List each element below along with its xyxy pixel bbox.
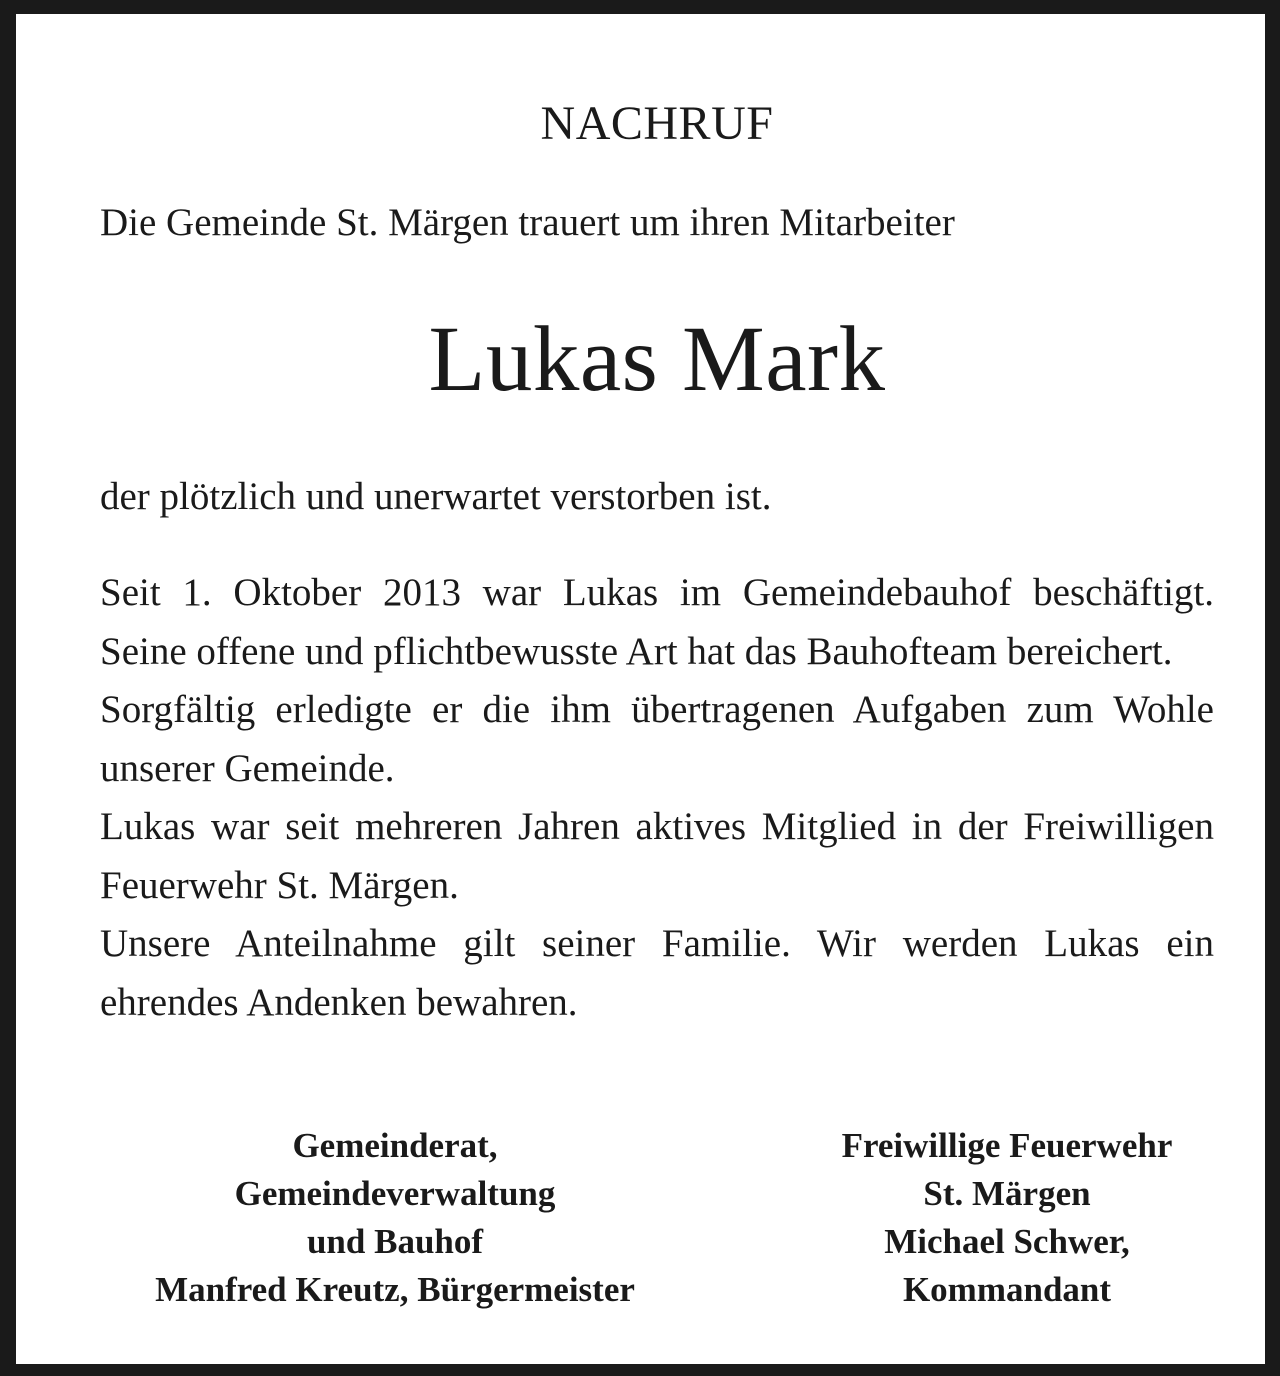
deceased-line: der plötzlich und unerwartet verstorben ist. bbox=[100, 475, 772, 518]
signature-municipality bbox=[100, 1122, 690, 1314]
signature-line: Michael Schwer, bbox=[884, 1222, 1130, 1261]
deceased-name: Lukas Mark bbox=[428, 308, 886, 411]
signature-fire-brigade bbox=[800, 1122, 1214, 1314]
signature-line: Freiwillige Feuerwehr bbox=[841, 1126, 1173, 1165]
signature-line: Gemeinderat, bbox=[292, 1126, 498, 1165]
signatures bbox=[100, 1122, 1214, 1322]
paragraph-fire-brigade: Lukas war seit mehreren Jahren aktives Mitglied in der Freiwilligen Feuerwehr St. Märgen. bbox=[100, 805, 1214, 907]
signature-line: und Bauhof bbox=[306, 1222, 484, 1261]
signature-line: Kommandant bbox=[902, 1270, 1112, 1309]
signature-line: St. Märgen bbox=[923, 1174, 1091, 1213]
paragraph-employment: Seit 1. Oktober 2013 war Lukas im Gemeindebauhof beschäftigt. Seine offene und pflichtbewusste Art hat das Bauhofteam bereichert. bbox=[100, 571, 1214, 673]
signature-line: Gemeindeverwaltung bbox=[234, 1174, 556, 1213]
notice-body bbox=[100, 564, 1214, 1032]
notice-heading: NACHRUF bbox=[540, 97, 774, 150]
intro-line: Die Gemeinde St. Märgen trauert um ihren Mitarbeiter bbox=[100, 201, 955, 244]
signature-line: Manfred Kreutz, Bürgermeister bbox=[155, 1270, 635, 1309]
paragraph-condolences: Unsere Anteilnahme gilt seiner Familie. Wir werden Lukas ein ehrendes Andenken bewahren. bbox=[100, 922, 1214, 1024]
paragraph-duties: Sorgfältig erledigte er die ihm übertragenen Aufgaben zum Wohle unserer Gemeinde. bbox=[100, 688, 1214, 790]
